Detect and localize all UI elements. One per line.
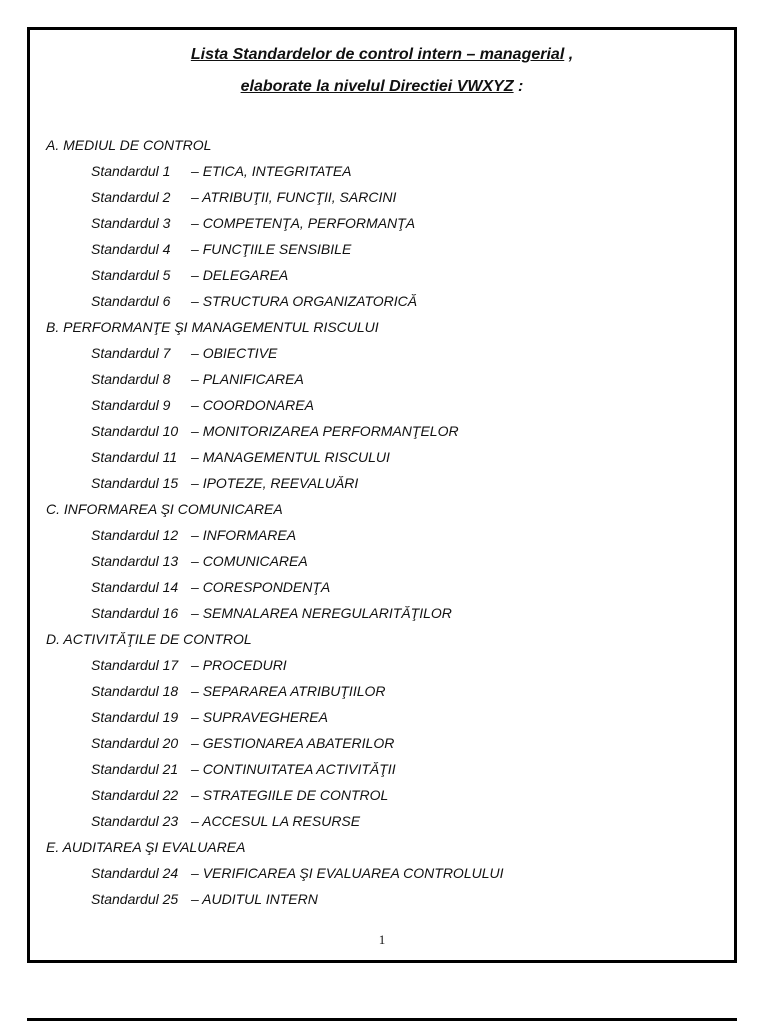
standard-label: Standardul 2 (91, 189, 171, 205)
standard-label: Standardul 8 (91, 371, 171, 387)
standard-item (46, 444, 726, 470)
standard-label: Standardul 7 (91, 345, 171, 361)
standard-title: STRUCTURA ORGANIZATORICĂ (202, 293, 418, 309)
standard-title: COMUNICAREA (202, 553, 308, 569)
standard-item (46, 366, 726, 392)
standard-separator: – (191, 475, 203, 491)
standard-separator: – (191, 579, 203, 595)
standard-item (46, 886, 726, 912)
standard-item (46, 782, 726, 808)
standard-item (46, 808, 726, 834)
standard-separator: – (191, 397, 203, 413)
standard-title: CONTINUITATEA ACTIVITĂŢII (202, 761, 396, 777)
standard-item (46, 236, 726, 262)
standard-label: Standardul 1 (91, 163, 171, 179)
document-title-line-1 (30, 46, 734, 64)
standard-label: Standardul 25 (91, 891, 179, 907)
standard-label: Standardul 17 (91, 657, 179, 673)
standard-title: OBIECTIVE (202, 345, 278, 361)
standard-separator: – (191, 189, 203, 205)
standard-separator: – (191, 449, 203, 465)
standard-separator: – (191, 163, 203, 179)
standard-separator: – (191, 345, 203, 361)
standard-separator: – (191, 267, 203, 283)
standard-item (46, 288, 726, 314)
standard-item (46, 210, 726, 236)
standard-separator: – (191, 553, 203, 569)
next-page-edge (27, 1018, 737, 1028)
section-heading: D. ACTIVITĂŢILE DE CONTROL (46, 631, 252, 647)
standard-item (46, 860, 726, 886)
standard-separator: – (191, 605, 203, 621)
title-line-2-text: elaborate la nivelul Directiei VWXYZ (240, 78, 514, 95)
standard-separator: – (191, 865, 203, 881)
standard-separator: – (191, 709, 203, 725)
section-heading: A. MEDIUL DE CONTROL (46, 137, 212, 153)
standard-label: Standardul 16 (91, 605, 179, 621)
standard-item (46, 522, 726, 548)
section-heading: C. INFORMAREA ŞI COMUNICAREA (46, 501, 283, 517)
standard-separator: – (191, 423, 203, 439)
standard-item (46, 548, 726, 574)
section-heading: E. AUDITAREA ŞI EVALUAREA (46, 839, 246, 855)
title-line-1-suffix: , (564, 46, 574, 63)
standard-title: STRATEGIILE DE CONTROL (202, 787, 389, 803)
standard-separator: – (191, 891, 203, 907)
page-number: 1 (378, 932, 386, 947)
standard-item (46, 678, 726, 704)
standard-title: SEMNALAREA NEREGULARITĂŢILOR (202, 605, 452, 621)
standard-label: Standardul 20 (91, 735, 179, 751)
standard-separator: – (191, 657, 203, 673)
standard-label: Standardul 24 (91, 865, 179, 881)
standard-label: Standardul 14 (91, 579, 179, 595)
standard-label: Standardul 22 (91, 787, 179, 803)
standard-label: Standardul 3 (91, 215, 171, 231)
standard-item (46, 392, 726, 418)
title-line-1-text: Lista Standardelor de control intern – managerial (190, 46, 565, 63)
standards-list (46, 132, 726, 912)
standard-item (46, 158, 726, 184)
standard-label: Standardul 11 (91, 449, 178, 465)
standard-label: Standardul 9 (91, 397, 171, 413)
standard-title: CORESPONDENŢA (202, 579, 331, 595)
standard-item (46, 184, 726, 210)
standard-item (46, 704, 726, 730)
standard-item (46, 600, 726, 626)
section-heading: B. PERFORMANŢE ŞI MANAGEMENTUL RISCULUI (46, 319, 379, 335)
title-line-2-suffix: : (513, 78, 524, 95)
standard-title: ETICA, INTEGRITATEA (202, 163, 352, 179)
standard-title: INFORMAREA (202, 527, 297, 543)
standard-title: COMPETENŢA, PERFORMANŢA (202, 215, 416, 231)
standard-title: ATRIBUŢII, FUNCŢII, SARCINI (202, 189, 397, 205)
standard-item (46, 340, 726, 366)
standard-title: GESTIONAREA ABATERILOR (202, 735, 395, 751)
standard-item (46, 756, 726, 782)
standard-separator: – (191, 215, 203, 231)
standard-label: Standardul 10 (91, 423, 179, 439)
standard-item (46, 262, 726, 288)
standard-item (46, 418, 726, 444)
standard-title: PLANIFICAREA (202, 371, 304, 387)
standard-item (46, 652, 726, 678)
standard-label: Standardul 18 (91, 683, 179, 699)
standard-separator: – (191, 527, 203, 543)
standard-separator: – (191, 735, 203, 751)
standard-item (46, 730, 726, 756)
standard-label: Standardul 15 (91, 475, 179, 491)
standard-separator: – (191, 761, 203, 777)
standard-separator: – (191, 241, 203, 257)
standard-label: Standardul 12 (91, 527, 179, 543)
standard-separator: – (191, 683, 203, 699)
standard-title: AUDITUL INTERN (202, 891, 318, 907)
standard-item (46, 470, 726, 496)
standard-item (46, 574, 726, 600)
standard-title: IPOTEZE, REEVALUĂRI (202, 475, 359, 491)
standard-separator: – (191, 787, 203, 803)
standard-label: Standardul 4 (91, 241, 171, 257)
standard-label: Standardul 13 (91, 553, 179, 569)
document-title-line-2 (30, 78, 734, 96)
standard-title: ACCESUL LA RESURSE (202, 813, 361, 829)
standard-title: SEPARAREA ATRIBUŢIILOR (202, 683, 386, 699)
document-page (27, 27, 737, 963)
standard-title: DELEGAREA (202, 267, 289, 283)
standard-title: COORDONAREA (202, 397, 314, 413)
standard-title: SUPRAVEGHEREA (202, 709, 328, 725)
standard-label: Standardul 6 (91, 293, 171, 309)
standard-title: PROCEDURI (202, 657, 287, 673)
standard-label: Standardul 23 (91, 813, 179, 829)
standard-title: MANAGEMENTUL RISCULUI (202, 449, 390, 465)
standard-separator: – (191, 371, 203, 387)
standard-label: Standardul 19 (91, 709, 179, 725)
standard-label: Standardul 21 (91, 761, 179, 777)
standard-title: MONITORIZAREA PERFORMANŢELOR (202, 423, 459, 439)
standard-separator: – (191, 293, 203, 309)
standard-label: Standardul 5 (91, 267, 171, 283)
standard-title: VERIFICAREA ŞI EVALUAREA CONTROLULUI (202, 865, 504, 881)
standard-title: FUNCŢIILE SENSIBILE (202, 241, 352, 257)
standard-separator: – (191, 813, 203, 829)
